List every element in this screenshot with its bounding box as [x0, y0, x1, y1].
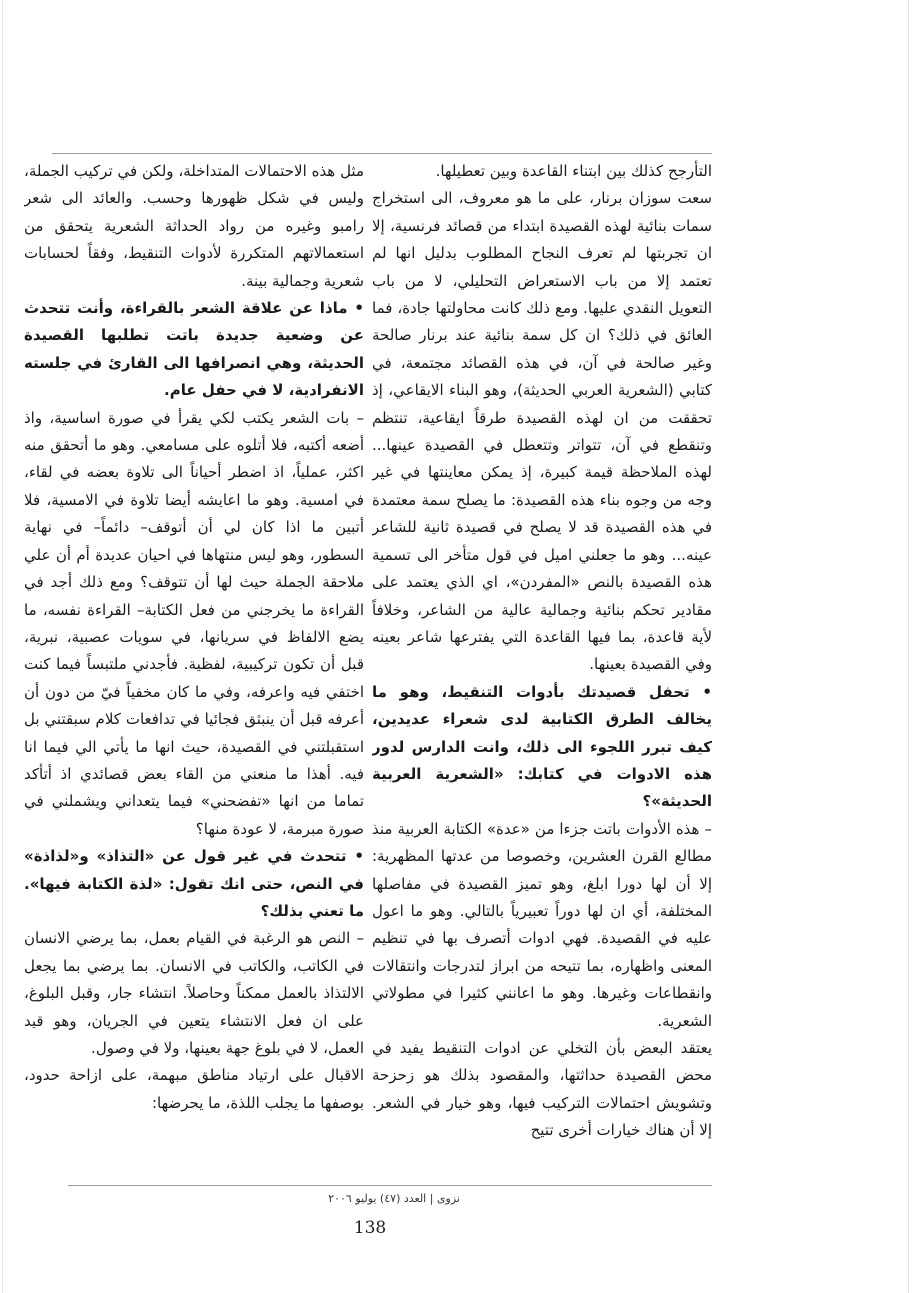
page-left-edge [2, 0, 3, 1293]
interview-question: • ماذا عن علاقة الشعر بالقراءة، وأنت تتحدث عن وضعية جديدة باتت تطلبها القصيدة الحديثة، وهي انصرافها الى القارئ في جلسته الانفرادية، لا في حفل عام. [24, 299, 364, 400]
issue-footer: نزوى | العدد (٤٧) يوليو ٢٠٠٦ [328, 1192, 460, 1205]
top-rule [52, 153, 712, 154]
paragraph: سعت سوزان برنار، على ما هو معروف، الى استخراج سمات بنائية لهذه القصيدة ابتداء من قصائد فرنسية، إلا ان تجربتها لم تعرف النجاح المطلوب بدليل انها لم تعتمد إلا من باب الاستعراض التحليلي، لا من باب التعويل النقدي عليها. ومع ذلك كانت محاولتها جادة، فما العائق في ذلك؟ ان كل سمة بنائية عند برنار صالحة وغير صالحة في آن، في هذه القصائد مجتمعة، في كتابي (الشعرية العربي الحديثة)، وهو البناء الايقاعي، إذ تحققت من ان لهذه القصيدة طرقاً ايقاعية، تنتظم وتنقطع في آن، تتواتر وتتعطل في القصيدة عينها... لهذه الملاحظة قيمة كبيرة، إذ يمكن معاينتها في غير وجه من وجوه بناء هذه القصيدة: ما يصلح سمة معتمدة في هذه القصيدة قد لا يصلح في قصيدة ثانية للشاعر عينه... وهو ما جعلني اميل في قول متأخر الى تسمية هذه القصيدة بالنص «المفردن»، اي الذي يعتمد على مقادير تحكم بنائية وجمالية عالية من الشاعر، وخلافاً لأية قاعدة، بما فيها القاعدة التي يفترعها شاعر بعينه وفي القصيدة بعينها. [372, 189, 712, 674]
paragraph: – بات الشعر يكتب لكي يقرأ في صورة اساسية، واذ أضعه أكتبه، فلا أتلوه على مسامعي. وهو ما أتحقق منه اكثر، عملياً، اذ اضطر أحياناً الى تلاوة بعضه في لقاء، في امسية. وهو ما اعايشه أيضا تلاوة في الامسية، فلا أتبين ما اذا كان لي أن أتوقف– دائماً– في نهاية السطور، وهو ليس منتهاها في احيان عديدة أم أن علي ملاحقة الجملة حيث لها أن تتوقف؟ ومع ذلك أجد في القراءة ما يخرجني من فعل الكتابة– القراءة نفسه، ما يضع الالفاظ في سريانها، في سويات عصبية، نبرية، قبل أن تكون تركيبية، لفظية. فأجدني ملتبساً فيما كنت اختفي فيه واعرفه، وفي ما كان مخفياً فيّ من دون أن أعرفه قبل أن ينبثق فجائيا في تدافعات كلام سبقتني بل استقبلتني في القصيدة، حيث انها ما يأتي الي فيما انا فيه. أهذا ما منعني من القاء بعض قصائدي اذ أتأكد تماما من انها «تفضحني» فيما يتعداني ويشملني في صورة مبرمة، لا عودة منها؟ [24, 408, 364, 838]
interview-question: • تتحدث في غير قول عن «التذاذ» و«لذاذة» في النص، حتى انك تقول: «لذة الكتابة فيها». ما تعني بذلك؟ [24, 847, 364, 920]
interview-question: • تحفل قصيدتك بأدوات التنقيط، وهو ما يخالف الطرق الكتابية لدى شعراء عديدين، كيف تبرر اللجوء الى ذلك، وانت الدارس لدور هذه الادوات في كتابك: «الشعرية العربية الحديثة»؟ [372, 682, 712, 811]
paragraph: – هذه الأدوات باتت جزءا من «عدة» الكتابة العربية منذ مطالع القرن العشرين، وخصوصا من عدتها المظهرية: إلا أن لها دورا ابلغ، وهو تميز القصيدة في مفاصلها المختلفة، أي ان لها دوراً تعبيرياً بالتالي. وهو ما اعول عليه في القصيدة. فهي ادوات أتصرف بها في تنظيم المعنى واظهاره، بما تتيحه من ابراز لتدرجات وانتقالات وانقطاعات وغيرها. وهو ما اعانني كثيرا في مطولاتي الشعرية. [372, 819, 712, 1030]
left-column [24, 158, 364, 1180]
paragraph: يعتقد البعض بأن التخلي عن ادوات التنقيط يفيد في محض القصيدة حداثتها، والمقصود بذلك هو زحزحة وتشويش احتمالات التركيب فيها، وهو خيار في الشعر. إلا أن هناك خيارات أخرى تتيح [372, 1039, 712, 1140]
paragraph: – النص هو الرغبة في القيام بعمل، بما يرضي الانسان في الكاتب، والكاتب في الانسان. بما يرضي بما يجعل الالتذاذ بالعمل ممكناً وحاصلاً. انتشاء جار، وقبل البلوغ، على ان فعل الانتشاء يتعين في الجريان، وهو قيد العمل، لا في بلوغ جهة بعينها، ولا في وصول. [24, 929, 364, 1057]
paragraph: التأرجح كذلك بين ابتناء القاعدة وبين تعطيلها. [435, 162, 712, 180]
page-right-edge [908, 0, 909, 1293]
paragraph: مثل هذه الاحتمالات المتداخلة، ولكن في تركيب الجملة، وليس في شكل ظهورها وحسب. والعائد الى شعر رامبو وغيره من رواد الحداثة الشعرية يتحقق من استعمالاتهم المتكررة لأدوات التنقيط، وفقاً لحسابات شعرية وجمالية بينة. [24, 162, 364, 290]
bottom-rule [68, 1185, 712, 1186]
paragraph: الاقبال على ارتياد مناطق مبهمة، على ازاحة حدود، بوصفها ما يجلب اللذة، ما يحرضها: [24, 1066, 364, 1112]
page-number: 138 [353, 1218, 387, 1238]
right-column [372, 158, 712, 1180]
